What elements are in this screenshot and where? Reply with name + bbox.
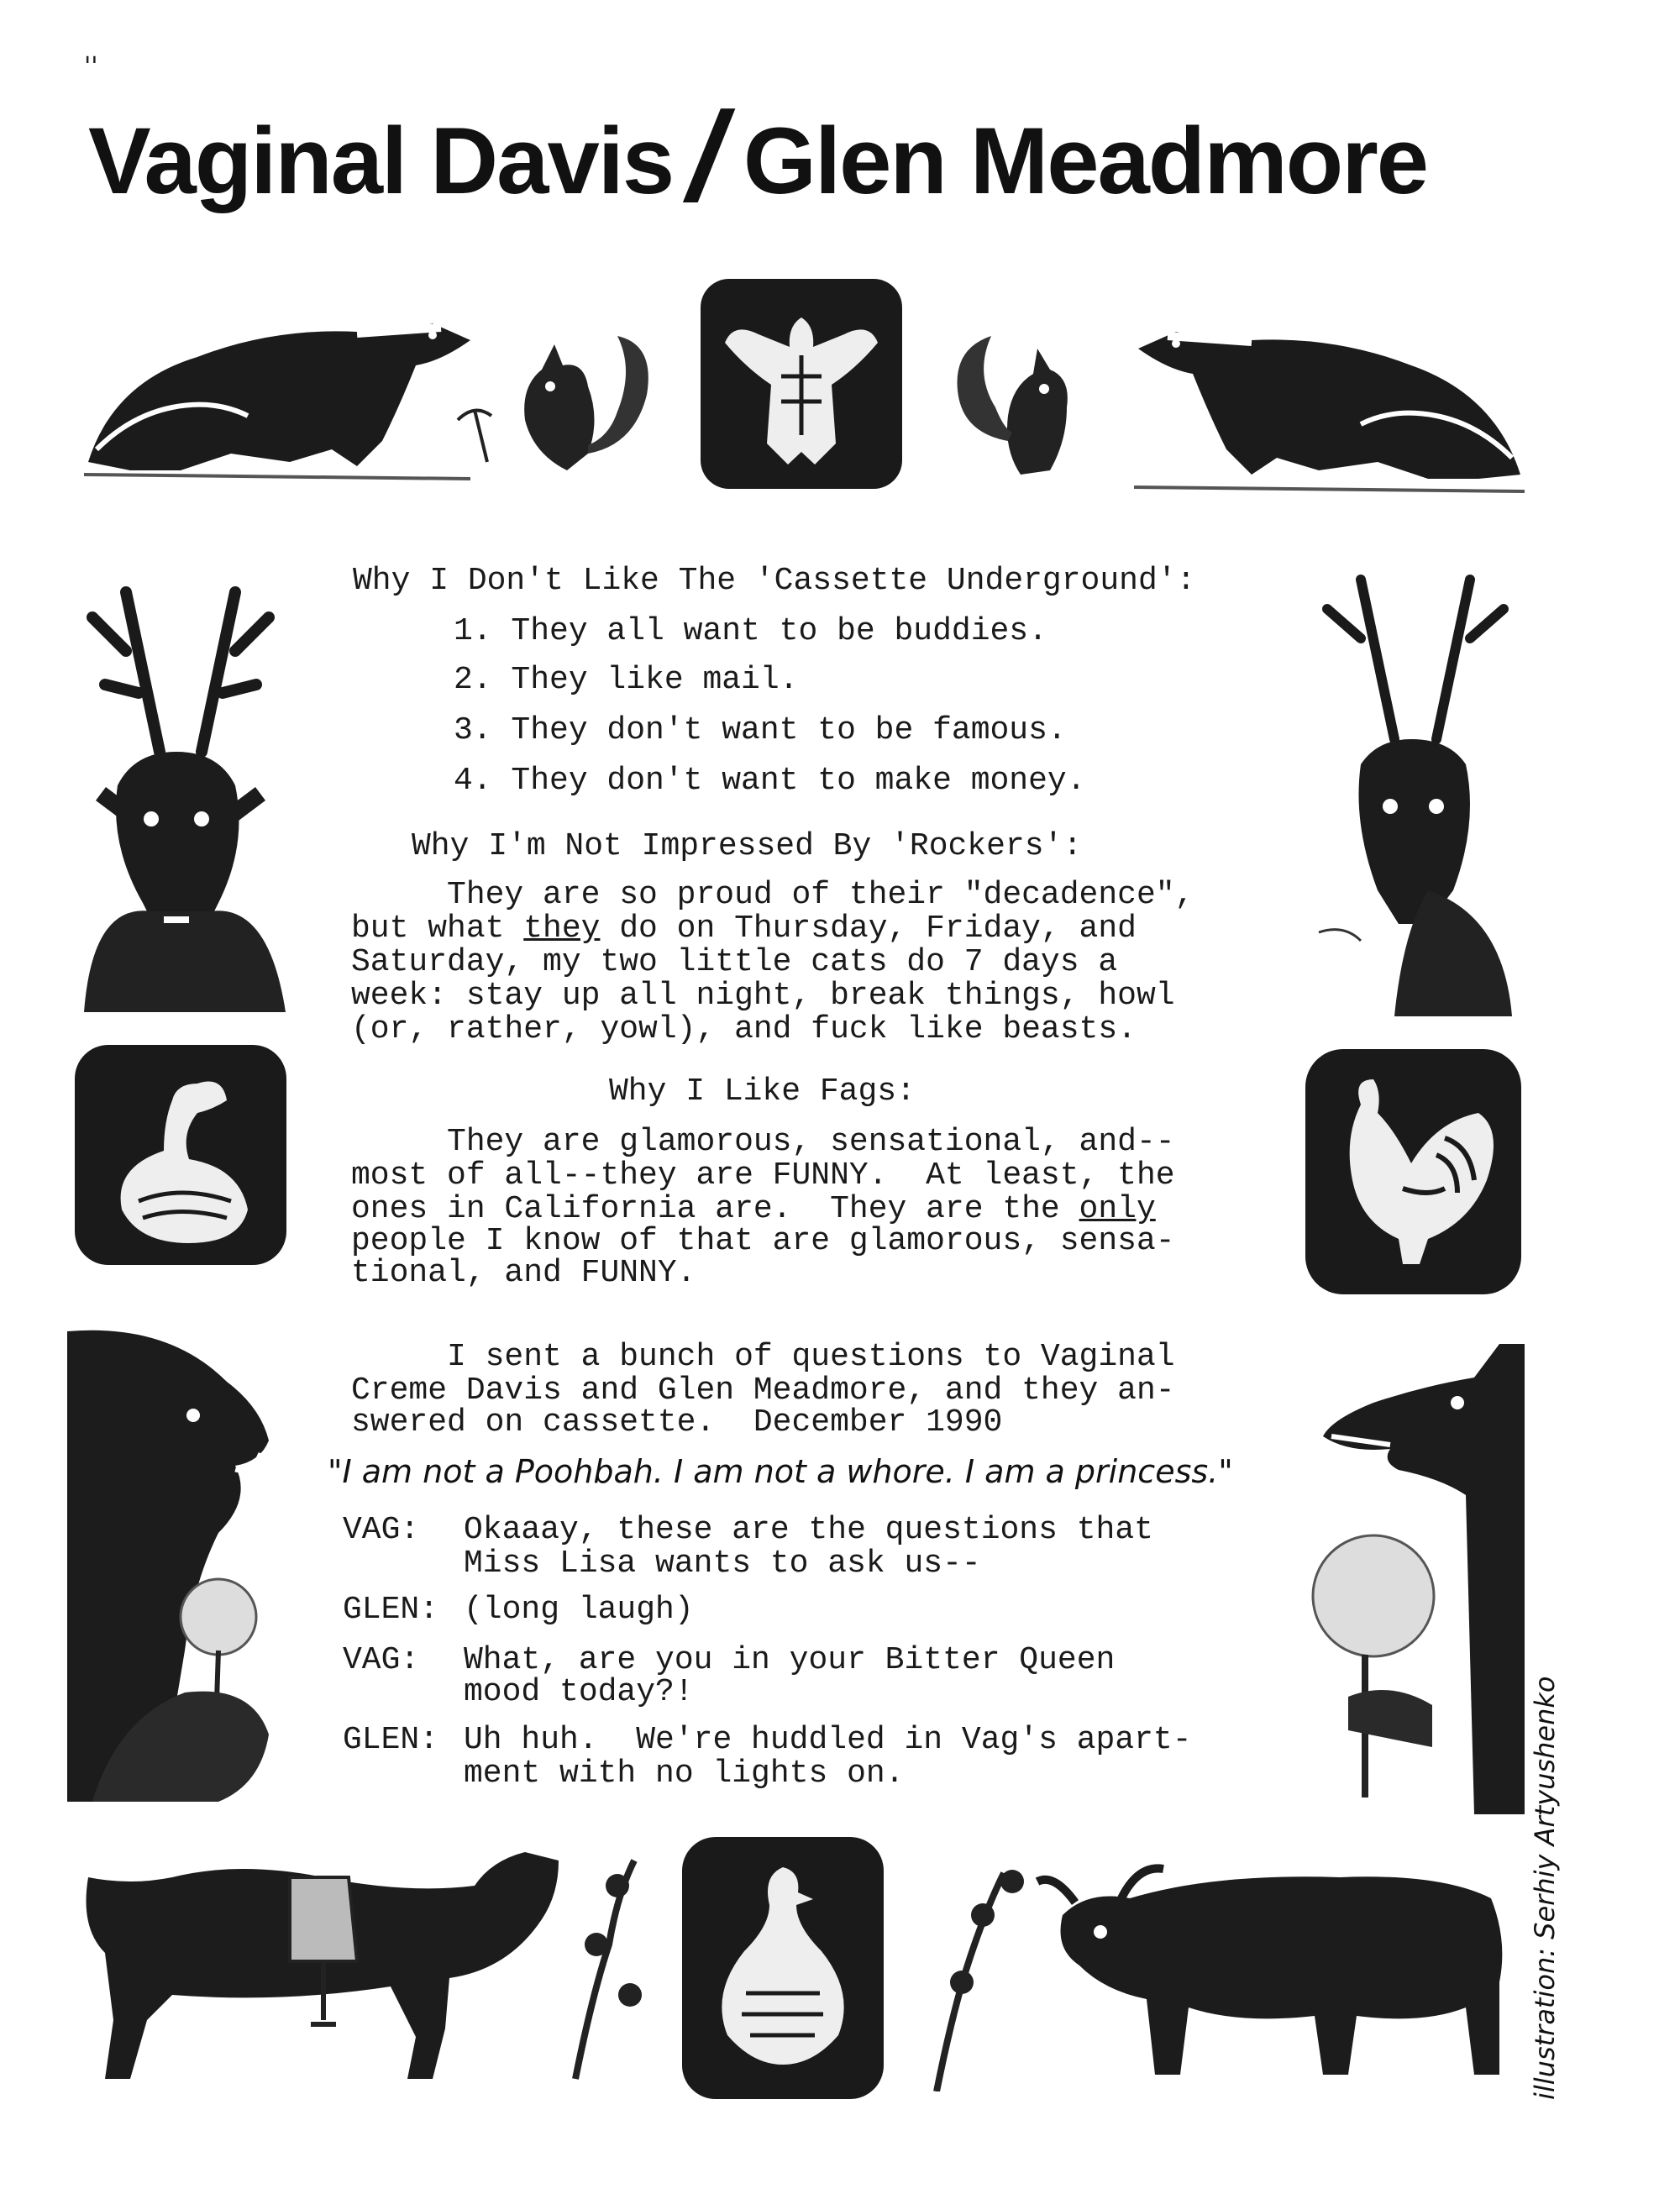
section2-line-2 — [351, 911, 1137, 947]
dialogue-4-line-2: ment with no lights on. — [464, 1756, 905, 1792]
page-number-mark: '' — [84, 52, 98, 81]
handwritten-quote: "I am not a Poohbah. I am not a whore. I am a princess." — [328, 1453, 1233, 1490]
page-title — [88, 84, 1533, 229]
section1-item-4: 4. They don't want to make money. — [454, 763, 1086, 799]
section1-item-1: 1. They all want to be buddies. — [454, 613, 1047, 649]
deer-left-illustration — [67, 542, 294, 1012]
section3-emphasis-only: only — [1079, 1191, 1156, 1227]
bull-bottom-illustration — [920, 1839, 1516, 2091]
section2-heading: Why I'm Not Impressed By 'Rockers': — [412, 828, 1083, 864]
goose-tile-illustration — [71, 1042, 290, 1268]
title-slash: / — [676, 86, 740, 227]
dialogue-1-line-1: Okaaay, these are the questions that — [464, 1512, 1153, 1548]
dialogue-4-speaker: GLEN: — [343, 1722, 439, 1758]
dialogue-3-speaker: VAG: — [343, 1642, 420, 1678]
section3-heading: Why I Like Fags: — [609, 1073, 916, 1110]
dialogue-1-speaker: VAG: — [343, 1512, 420, 1548]
illustration-credit: illustration: Serhiy Artyushenko — [1529, 1676, 1561, 2100]
section3-line-2: most of all--they are FUNNY. At least, the — [351, 1157, 1175, 1194]
dialogue-2-line-1: (long laugh) — [464, 1592, 694, 1628]
bear-left-illustration — [67, 1315, 286, 1802]
eagle-tile-illustration — [697, 276, 906, 492]
section2-line-5: (or, rather, yowl), and fuck like beasts. — [351, 1011, 1137, 1047]
wolf-right-illustration — [1298, 1327, 1525, 1814]
section3-line-4: people I know of that are glamorous, sensa- — [351, 1223, 1175, 1259]
section2-line-3: Saturday, my two little cats do 7 days a — [351, 944, 1118, 980]
duck-tile-illustration — [679, 1834, 887, 2102]
badger-right-illustration — [1117, 286, 1529, 500]
horse-bottom-illustration — [71, 1827, 651, 2096]
section3-line-5: tional, and FUNNY. — [351, 1255, 696, 1291]
dialogue-3-line-2: mood today?! — [464, 1674, 694, 1710]
dialogue-4-line-1: Uh huh. We're huddled in Vag's apart- — [464, 1722, 1192, 1758]
section1-item-2: 2. They like mail. — [454, 662, 799, 698]
rooster-tile-illustration — [1302, 1046, 1525, 1298]
dialogue-2-speaker: GLEN: — [343, 1592, 439, 1628]
badger-left-illustration — [80, 281, 475, 487]
dialogue-3-line-1: What, are you in your Bitter Queen — [464, 1642, 1116, 1678]
section2-line-4: week: stay up all night, break things, howl — [351, 978, 1175, 1014]
title-left: Vaginal Davis — [88, 108, 674, 213]
section3-line-3a: ones in California are. They are the — [351, 1191, 1079, 1227]
intro-line-2: Creme Davis and Glen Meadmore, and they an- — [351, 1372, 1175, 1409]
squirrel-right-illustration — [945, 315, 1113, 483]
section1-heading: Why I Don't Like The 'Cassette Underground': — [353, 563, 1196, 599]
deer-right-illustration — [1302, 538, 1529, 1016]
section2-line-1: They are so proud of their "decadence", — [351, 877, 1194, 913]
section2-line-2b: do on Thursday, Friday, and — [600, 911, 1137, 947]
section3-line-1: They are glamorous, sensational, and-- — [351, 1124, 1175, 1160]
title-right: Glen Meadmore — [743, 108, 1428, 213]
section1-item-3: 3. They don't want to be famous. — [454, 712, 1067, 748]
section3-line-3 — [351, 1191, 1156, 1227]
intro-line-3: swered on cassette. December 1990 — [351, 1404, 1003, 1441]
section2-line-2a: but what — [351, 911, 524, 947]
section2-emphasis-they: they — [523, 911, 601, 947]
squirrel-left-illustration — [441, 319, 664, 479]
dialogue-1-line-2: Miss Lisa wants to ask us-- — [464, 1546, 981, 1582]
intro-line-1: I sent a bunch of questions to Vaginal — [351, 1339, 1175, 1375]
